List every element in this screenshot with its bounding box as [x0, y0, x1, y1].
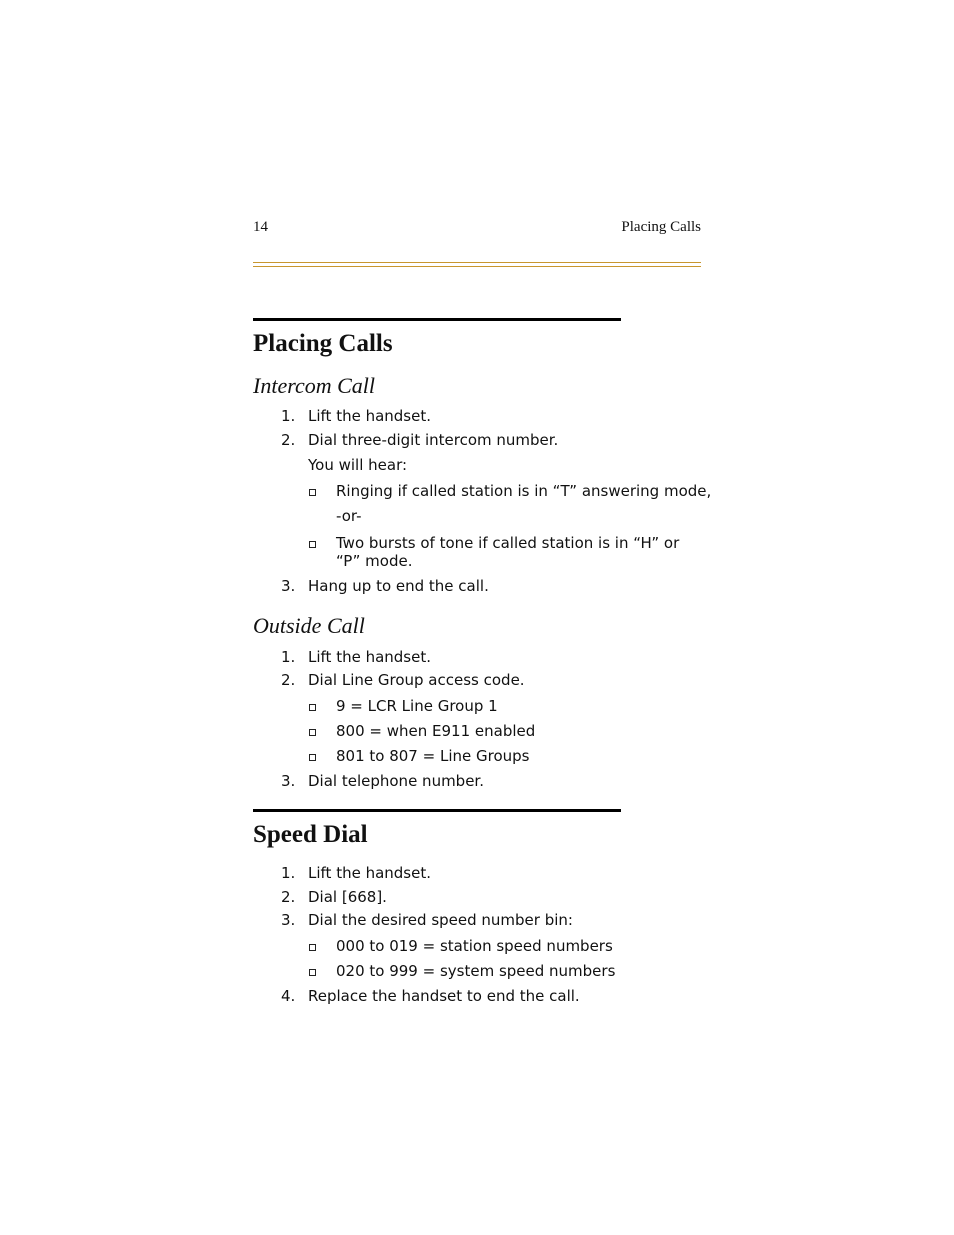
- bullet-text: Two bursts of tone if called station is in “H” or “P” mode.: [336, 534, 680, 570]
- square-bullet-icon: [309, 489, 316, 496]
- subsection-title-outside-call: Outside Call: [253, 613, 365, 638]
- page-number: 14: [253, 219, 268, 235]
- step-number: 3.: [281, 772, 296, 790]
- subsection-title-intercom-call: Intercom Call: [253, 373, 375, 398]
- step-text: Lift the handset.: [308, 648, 431, 666]
- square-bullet-icon: [309, 969, 316, 976]
- step-text: Dial telephone number.: [308, 772, 484, 790]
- running-title: Placing Calls: [621, 219, 701, 235]
- bullet-text: 000 to 019 = station speed numbers: [336, 937, 613, 955]
- or-separator: -or-: [336, 507, 362, 525]
- section-rule-placing-calls: [253, 318, 621, 321]
- header-double-rule: [253, 262, 701, 267]
- section-rule-speed-dial: [253, 809, 621, 812]
- step-number: 2.: [281, 888, 296, 906]
- step-text: Hang up to end the call.: [308, 577, 489, 595]
- square-bullet-icon: [309, 944, 316, 951]
- step-number: 3.: [281, 577, 296, 595]
- section-title-placing-calls: Placing Calls: [253, 330, 393, 357]
- header-rule-line-bottom: [253, 266, 701, 267]
- square-bullet-icon: [309, 729, 316, 736]
- step-number: 3.: [281, 911, 296, 929]
- step-text: Lift the handset.: [308, 864, 431, 882]
- bullet-text: 9 = LCR Line Group 1: [336, 697, 498, 715]
- step-number: 2.: [281, 671, 296, 689]
- bullet-text: 801 to 807 = Line Groups: [336, 747, 530, 765]
- header-rule-line-top: [253, 262, 701, 263]
- square-bullet-icon: [309, 754, 316, 761]
- square-bullet-icon: [309, 704, 316, 711]
- step-number: 1.: [281, 407, 296, 425]
- running-header: [253, 219, 701, 239]
- section-title-speed-dial: Speed Dial: [253, 821, 368, 848]
- step-number: 4.: [281, 987, 296, 1005]
- bullet-text: 020 to 999 = system speed numbers: [336, 962, 616, 980]
- step-text: Dial [668].: [308, 888, 387, 906]
- step-number: 2.: [281, 431, 296, 449]
- step-number: 1.: [281, 648, 296, 666]
- step-number: 1.: [281, 864, 296, 882]
- bullet-text: 800 = when E911 enabled: [336, 722, 536, 740]
- step-text: Lift the handset.: [308, 407, 431, 425]
- step-text: Dial Line Group access code.: [308, 671, 525, 689]
- step-text: Dial the desired speed number bin:: [308, 911, 573, 929]
- square-bullet-icon: [309, 541, 316, 548]
- note-text: You will hear:: [308, 456, 408, 474]
- step-text: Replace the handset to end the call.: [308, 987, 580, 1005]
- step-text: Dial three-digit intercom number.: [308, 431, 559, 449]
- bullet-text: Ringing if called station is in “T” answering mode,: [336, 482, 712, 500]
